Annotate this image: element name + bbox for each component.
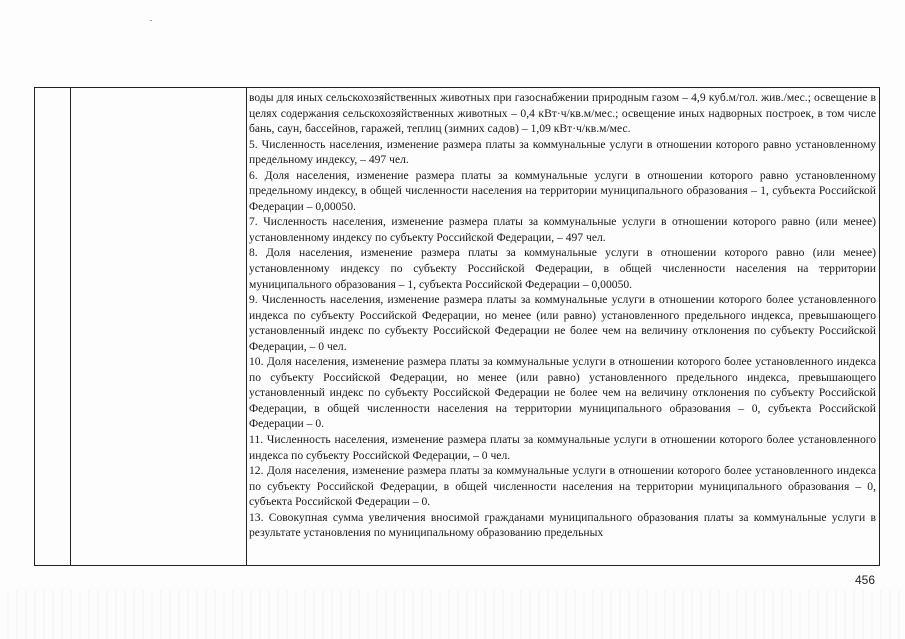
paragraph-item-5: 5. Численность населения, изменение размера платы за коммунальные услуги в отношении которого равно установленному предельному индексу, – 497 чел. xyxy=(249,137,876,167)
paragraph-item-7: 7. Численность населения, изменение размера платы за коммунальные услуги в отношении которого равно (или менее) установленному индексу по субъекту Российской Федерации, – 497 чел. xyxy=(249,215,876,244)
scan-speck xyxy=(150,20,152,21)
page-number: 456 xyxy=(854,573,875,587)
paragraph-item-12: 12. Доля населения, изменение размера платы за коммунальные услуги в отношении которого более установленного индекса по субъекту Российской Федерации, в общей численности населения на территории муниципального образования – 0, субъекта Российской Федерации – 0. xyxy=(249,464,876,509)
table-column-divider xyxy=(246,88,247,565)
paragraph-item-8: 8. Доля населения, изменение размера платы за коммунальные услуги в отношении которого равно (или менее) установленному индексу по субъекту Российской Федерации, в общей численности населения на территории муниципального образования – 1, субъекта Российской Федерации – 0,00050. xyxy=(249,246,876,291)
table-frame xyxy=(34,87,880,566)
table-text-cell xyxy=(249,90,876,565)
paragraph-item-6: 6. Доля населения, изменение размера платы за коммунальные услуги в отношении которого равно установленному предельному индексу, в общей численности населения на территории муниципального образования – 1, субъекта Российской Федерации – 0,00050. xyxy=(249,168,876,213)
paragraph-continuation: воды для иных сельскохозяйственных животных при газоснабжении природным газом – 4,9 куб.м/гол. жив./мес.; освещение в целях содержания сельскохозяйственных животных – 0,4 кВт·ч/кв.м/мес.; освещение иных надворных построек, в том числе бань, саун, бассейнов, гаражей, теплиц (зимних садов) – 1,09 кВт·ч/кв.м/мес. xyxy=(249,91,876,136)
paragraph-item-9: 9. Численность населения, изменение размера платы за коммунальные услуги в отношении которого более установленного индекса по субъекту Российской Федерации, но менее (или равно) установленного предельного индекса, превышающего установленный индекс по субъекту Российской Федерации не более чем на величину отклонения по субъекту Российской Федерации, – 0 чел. xyxy=(249,293,876,353)
paragraph-item-11: 11. Численность населения, изменение размера платы за коммунальные услуги в отношении которого более установленного индекса по субъекту Российской Федерации, – 0 чел. xyxy=(249,433,876,462)
paragraph-item-13: 13. Совокупная сумма увеличения вносимой гражданами муниципального образования платы за коммунальные услуги в результате установления по муниципальному образованию предельных xyxy=(249,510,876,540)
scan-noise xyxy=(0,590,905,639)
paragraph-item-10: 10. Доля населения, изменение размера платы за коммунальные услуги в отношении которого более установленного индекса по субъекту Российской Федерации, но менее (или равно) установленного предельного индекса, превышающего установленный индекс по субъекту Российской Федерации не более чем на величину отклонения по субъекту Российской Федерации, в общей численности населения на территории муниципального образования – 0, субъекта Российской Федерации – 0. xyxy=(249,355,876,431)
table-column-divider xyxy=(70,88,71,565)
